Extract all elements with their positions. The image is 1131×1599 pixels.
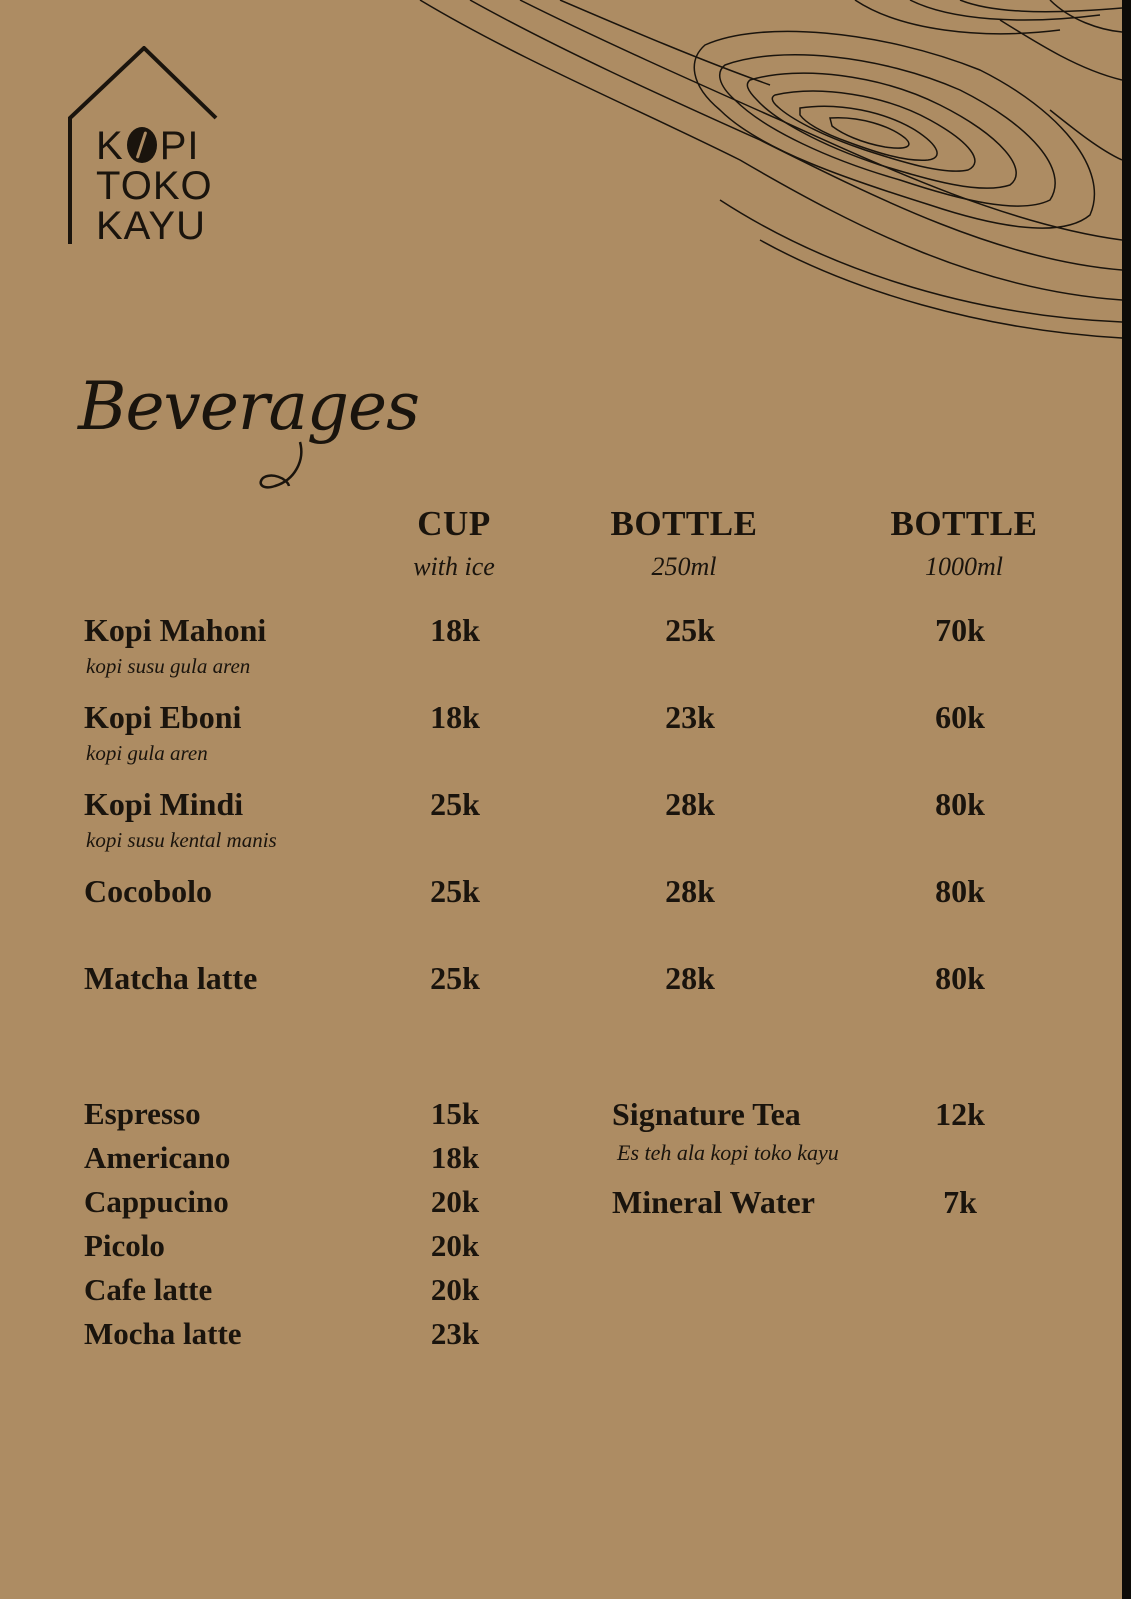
price-cup: 25k [430,873,480,909]
price-bottle-1000: 80k [935,960,985,996]
item-desc: kopi gula aren [86,741,208,765]
section-title: Beverages [78,368,419,445]
other-item-desc: Es teh ala kopi toko kayu [617,1140,839,1165]
coffee-item-price: 20k [430,1184,480,1219]
item-name: Kopi Eboni [84,699,242,735]
coffee-item-price: 15k [430,1096,480,1131]
item-name: Cocobolo [84,873,212,909]
item-name: Matcha latte [84,960,258,996]
title-swash-decoration [255,440,315,500]
coffee-item-name: Espresso [84,1096,201,1131]
item-desc: kopi susu kental manis [86,828,277,852]
brand-logo [68,46,220,250]
coffee-item-name: Cafe latte [84,1272,213,1307]
column-sub-bottle-250: 250ml [651,552,717,581]
price-cup: 18k [430,612,480,648]
item-desc: kopi susu gula aren [86,654,251,678]
coffee-item-price: 20k [430,1272,480,1307]
coffee-item-price: 20k [430,1228,480,1263]
brand-line-3: KAYU [96,204,206,248]
coffee-bean-icon [127,127,157,163]
brand-line-2: TOKO [96,164,213,208]
price-bottle-250: 25k [665,612,715,648]
other-item-name: Mineral Water [612,1184,815,1220]
other-item-price: 12k [935,1096,985,1132]
price-bottle-250: 23k [665,699,715,735]
item-name: Kopi Mahoni [84,612,267,648]
brand-line-1: K PI [96,124,200,168]
price-bottle-1000: 60k [935,699,985,735]
price-bottle-250: 28k [665,786,715,822]
item-name: Kopi Mindi [84,786,244,822]
coffee-item-price: 18k [430,1140,480,1175]
other-item-price: 7k [943,1184,977,1220]
price-bottle-1000: 80k [935,873,985,909]
column-sub-cup: with ice [413,552,495,581]
price-cup: 25k [430,960,480,996]
price-bottle-250: 28k [665,960,715,996]
price-cup: 18k [430,699,480,735]
other-item-name: Signature Tea [612,1096,801,1132]
coffee-item-name: Mocha latte [84,1316,242,1351]
price-cup: 25k [430,786,480,822]
price-bottle-1000: 80k [935,786,985,822]
column-header-bottle-1000: BOTTLE [890,504,1038,543]
column-header-bottle-250: BOTTLE [610,504,758,543]
page-edge [1122,0,1131,1599]
coffee-item-name: Picolo [84,1228,165,1263]
price-bottle-1000: 70k [935,612,985,648]
column-sub-bottle-1000: 1000ml [925,552,1003,581]
coffee-item-name: Cappucino [84,1184,229,1219]
column-header-cup: CUP [417,504,491,543]
coffee-item-price: 23k [430,1316,480,1351]
price-bottle-250: 28k [665,873,715,909]
coffee-item-name: Americano [84,1140,231,1175]
